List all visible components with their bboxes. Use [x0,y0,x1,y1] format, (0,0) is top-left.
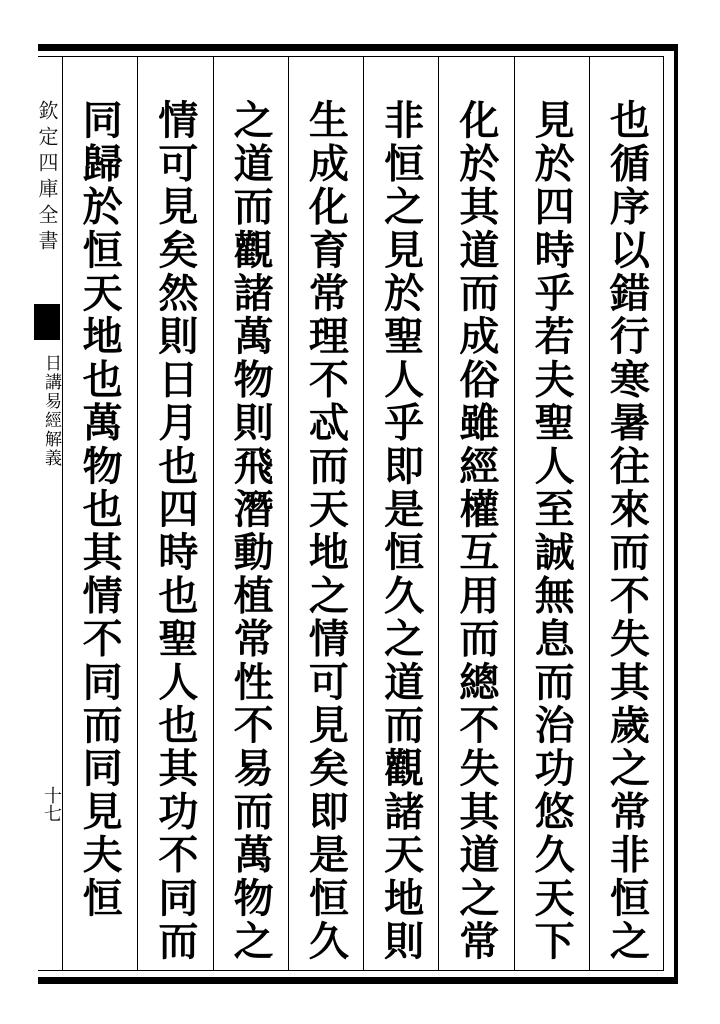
text-column [137,57,212,970]
column-text: 生成化育常理不忒而天地之情可見矣即是恒久 [302,99,350,963]
column-text: 同歸於恒天地也萬物也其情不同而同見夫恒 [76,99,124,920]
column-text: 也循序以錯行寒暑往來而不失其歲之常非恒之 [603,99,651,963]
column-text: 之道而觀諸萬物則飛潛動植常性不易而萬物之 [227,99,275,963]
folio-number: 十七 [41,786,62,822]
column-text: 化於其道而成俗雖經權互用而總不失其道之常 [452,99,500,963]
text-columns [62,57,664,970]
text-column [438,57,513,970]
page-margin [35,44,62,984]
text-column [62,57,137,970]
column-text: 非恒之見於聖人乎即是恒久之道而觀諸天地則 [377,99,425,963]
text-column [288,57,363,970]
column-text: 見於四時乎若夫聖人至誠無息而治功悠久天下 [528,99,576,963]
text-column [213,57,288,970]
book-title: 欽定四庫全書 [35,100,59,256]
column-text: 情可見矣然則日月也四時也聖人也其功不同而 [151,99,199,963]
text-column [363,57,438,970]
text-column [589,57,664,970]
section-title: 日講易經解義 [41,354,61,468]
fishtail-mark [34,304,60,340]
text-column [514,57,589,970]
